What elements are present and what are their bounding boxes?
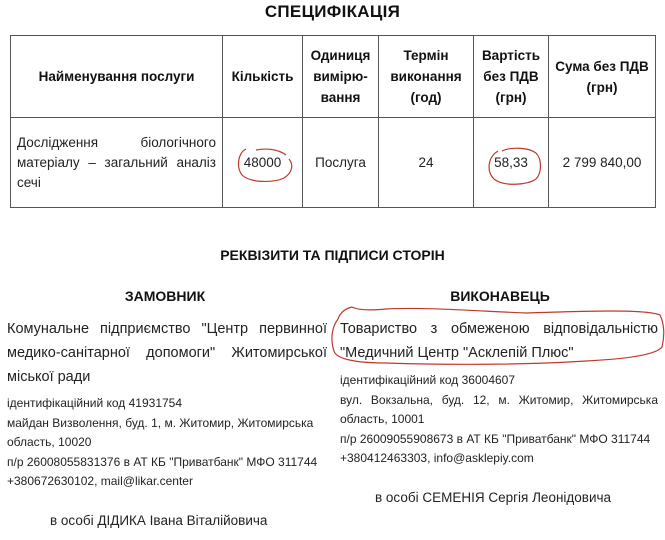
customer-bank-account: п/р 26008055831376 в АТ КБ "Приватбанк" МФО 311744: [7, 454, 318, 469]
cell-term: 24: [379, 118, 474, 208]
cell-price: [474, 118, 549, 208]
header-total: Сума без ПДВ (грн): [549, 36, 656, 118]
header-service-name: Найменування послуги: [11, 36, 223, 118]
customer-signatory: в особі ДІДИКА Івана Віталійовича: [50, 513, 268, 528]
customer-name: Комунальне підприємство "Центр первинної медико-санітарної допомоги" Житомирської міської ради: [7, 321, 327, 385]
specification-title: СПЕЦИФІКАЦІЯ: [264, 2, 401, 21]
contractor-address: вул. Вокзальна, буд. 12, м. Житомир, Житомирська область, 10001: [340, 392, 658, 426]
header-quantity: Кількість: [223, 36, 303, 118]
table-row: [11, 118, 656, 208]
cell-unit: Послуга: [303, 118, 379, 208]
customer-id-code: ідентифікаційний код 41931754: [7, 396, 183, 410]
specification-table: [10, 35, 656, 208]
contractor-id-code: ідентифікаційний код 36004607: [340, 373, 516, 387]
customer-contacts: +380672630102, mail@likar.center: [7, 474, 193, 488]
contractor-contacts: +380412463303, info@asklepiy.com: [340, 451, 534, 465]
cell-service-name: Дослідження біологічного матеріалу – загальний аналіз сечі: [11, 118, 223, 208]
header-term: Термін виконання (год): [379, 36, 474, 118]
customer-address: майдан Визволення, буд. 1, м. Житомир, Житомирська область, 10020: [7, 415, 314, 449]
contractor-signatory: в особі СЕМЕНІЯ Сергія Леонідовича: [375, 490, 612, 505]
contractor-name: Товариство з обмеженою відповідальністю "Медичний Центр "Асклепій Плюс": [340, 321, 658, 361]
contractor-heading: ВИКОНАВЕЦЬ: [450, 288, 550, 304]
header-unit: Одиниця вимірю-вання: [303, 36, 379, 118]
header-price: Вартість без ПДВ (грн): [474, 36, 549, 118]
quantity-value: 48000: [243, 155, 282, 170]
circled-price: [494, 155, 528, 170]
cell-quantity: [223, 118, 303, 208]
cell-total: 2 799 840,00: [549, 118, 656, 208]
customer-details: [7, 394, 325, 492]
requisites-title: РЕКВІЗИТИ ТА ПІДПИСИ СТОРІН: [220, 247, 445, 263]
contractor-bank-account: п/р 26009055908673 в АТ КБ "Приватбанк" МФО 311744: [340, 431, 651, 446]
circled-quantity: [244, 155, 282, 170]
table-header-row: [11, 36, 656, 118]
customer-heading: ЗАМОВНИК: [124, 288, 206, 304]
price-value: 58,33: [494, 155, 528, 170]
contractor-details: [340, 371, 658, 469]
